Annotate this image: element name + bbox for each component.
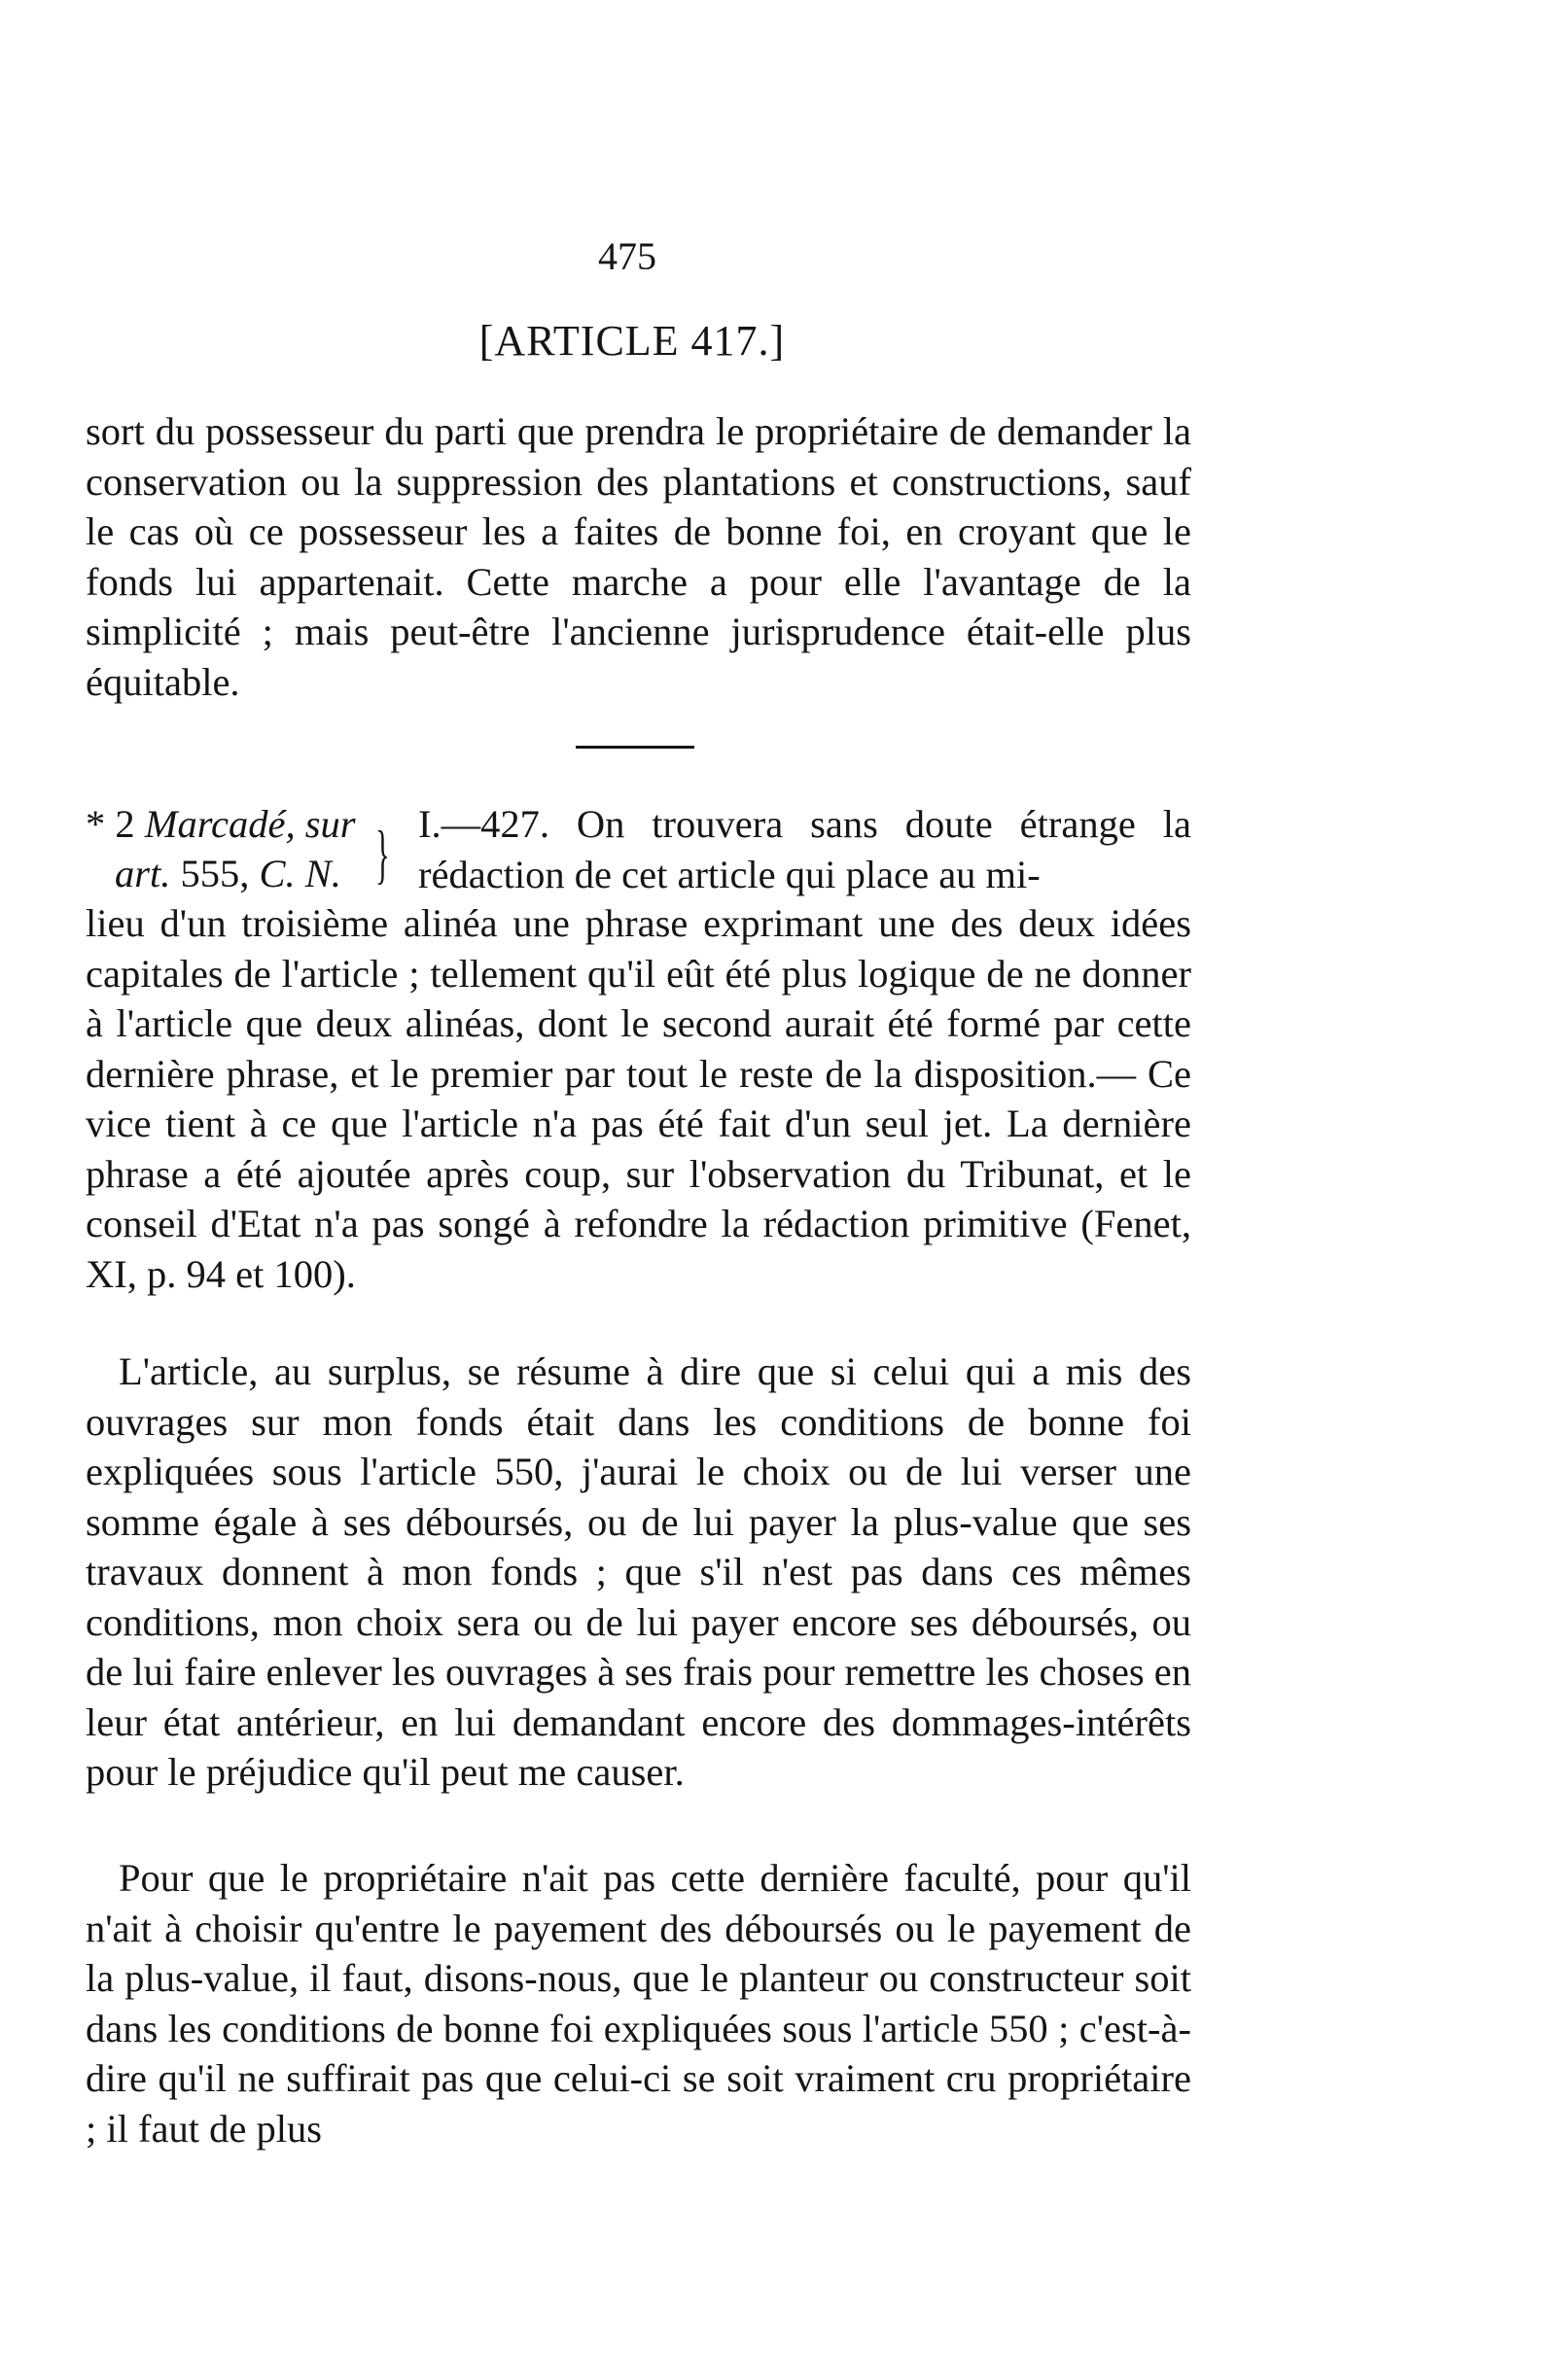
running-head: [ARTICLE 417.] xyxy=(478,317,786,365)
footnote-paragraph-3-text: Pour que le propriétaire n'ait pas cette dernière faculté, pour qu'il n'ait à choisir qu'entre le payement des déboursés ou le payement de la plus-value, il faut, disons-nous, que le planteur ou constructeur soit dans les conditions de bonne foi expliquées sous l'article 550 ; c'est-à-dire qu'il ne suffirait pas que celui-ci se soit vraiment cru propriétaire ; il faut de plus xyxy=(86,1856,1191,2151)
continuation-paragraph xyxy=(86,406,1191,707)
source-article-number: 555, xyxy=(180,852,250,895)
footnote-marker: * 2 xyxy=(86,802,135,846)
curly-brace-icon: } xyxy=(375,817,391,891)
footnote-paragraph-3 xyxy=(86,1853,1191,2153)
source-line-1 xyxy=(86,799,355,850)
source-author: Marcadé, sur xyxy=(144,802,356,846)
footnote-paragraph-1 xyxy=(86,898,1191,1299)
footnote-opening-lines: I.—427. On trouvera sans doute étrange la rédaction de cet article qui place au mi- xyxy=(418,802,1191,896)
section-separator-rule xyxy=(576,746,694,749)
footnote-heading xyxy=(86,799,1191,902)
continuation-text: sort du possesseur du parti que prendra le propriétaire de demander la conservation ou la suppression des plantations et constructions, sauf le cas où ce possesseur les a faites de bonne foi, en croyant que le fonds lui appartenait. Cette marche a pour elle l'avantage de la simplicité ; mais peut-être l'ancienne jurisprudence était-elle plus équitable. xyxy=(86,409,1191,704)
footnote-paragraph-1-text: lieu d'un troisième alinéa une phrase exprimant une des deux idées capitales de l'article ; tellement qu'il eût été plus logique de ne donner à l'article que deux alinéas, dont le second aurait été formé par cette dernière phrase, et le premier par tout le reste de la disposition.— Ce vice tient à ce que l'article n'a pas été fait d'un seul jet. La dernière phrase a été ajoutée après coup, sur l'observation du Tribunat, et le conseil d'Etat n'a pas songé à refondre la rédaction primitive (Fenet, XI, p. 94 et 100). xyxy=(86,901,1191,1296)
footnote-paragraph-2 xyxy=(86,1347,1191,1798)
page-number: 475 xyxy=(598,234,656,278)
source-code: C. N. xyxy=(259,852,341,895)
source-reference xyxy=(86,799,399,902)
source-article-label: art. xyxy=(115,852,171,895)
source-line-2 xyxy=(115,849,341,899)
footnote-paragraph-2-text: L'article, au surplus, se résume à dire que si celui qui a mis des ouvrages sur mon fonds était dans les conditions de bonne foi expliquées sous l'article 550, j'aurai le choix ou de lui verser une somme égale à ses déboursés, ou de lui payer la plus-value que ses travaux donnent à mon fonds ; que s'il n'est pas dans ces mêmes conditions, mon choix sera ou de lui payer encore ses déboursés, ou de lui faire enlever les ouvrages à ses frais pour remettre les choses en leur état antérieur, en lui demandant encore des dommages-intérêts pour le préjudice qu'il peut me causer. xyxy=(86,1349,1191,1794)
